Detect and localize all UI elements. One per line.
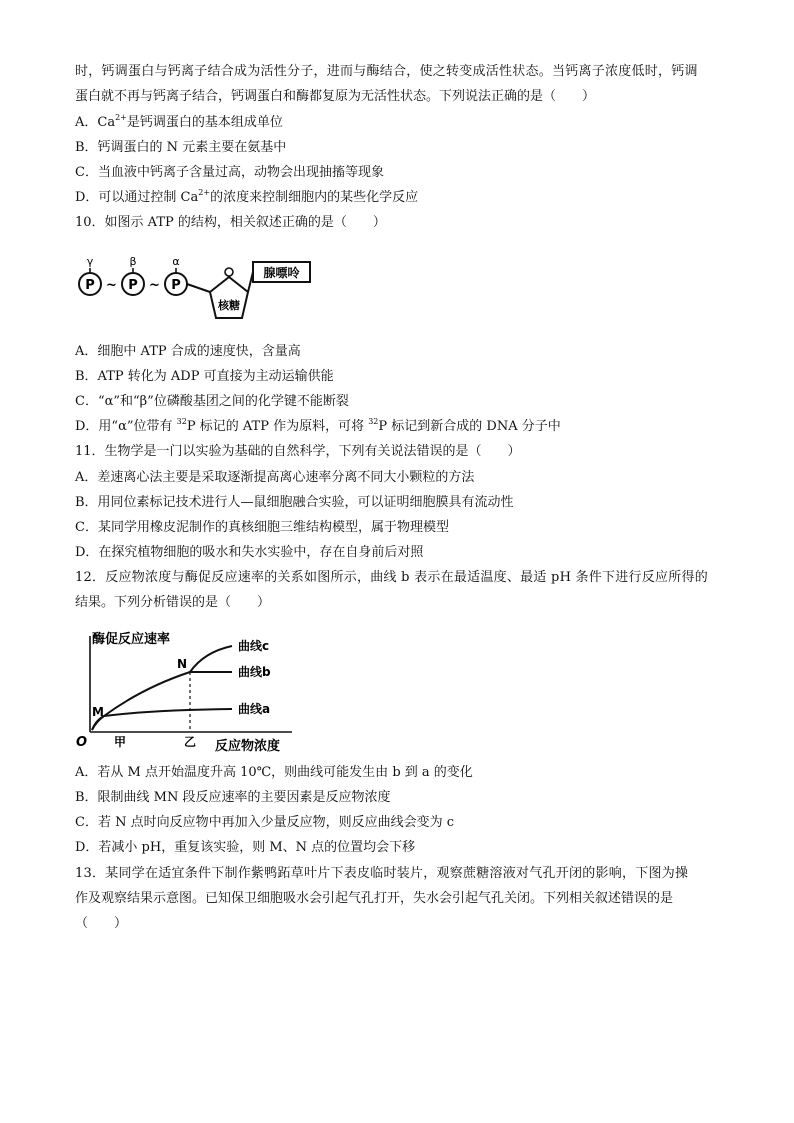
- q11-option-d: D．在探究植物细胞的吸水和失水实验中，存在自身前后对照: [75, 545, 424, 560]
- curve-c-label: 曲线c: [238, 639, 270, 653]
- q9-option-d-post: 的浓度来控制细胞内的某些化学反应: [210, 190, 419, 205]
- q12-option-c: C．若 N 点时向反应物中再加入少量反应物，则反应曲线会变为 c: [75, 815, 454, 830]
- q9-option-a: [75, 114, 283, 132]
- q9-option-a-sup: 2+: [115, 112, 127, 122]
- curve-b: [92, 672, 232, 730]
- point-n-label: N: [177, 657, 188, 671]
- q9-option-a-pre: A．Ca: [75, 115, 116, 130]
- q9-option-d-sup: 2+: [198, 187, 211, 197]
- q9-option-a-post: 是钙调蛋白的基本组成单位: [126, 115, 283, 130]
- q10-option-d-sup-2: 32: [368, 416, 379, 426]
- alpha-label: α: [172, 255, 180, 268]
- phosphate-gamma-label: P: [85, 278, 95, 293]
- point-m-label: M: [92, 705, 104, 719]
- origin-label: O: [76, 735, 88, 750]
- q11-stem: 11．生物学是一门以实验为基础的自然科学，下列有关说法错误的是（ ）: [75, 444, 521, 459]
- q13-stem-line-2: 作及观察结果示意图。已知保卫细胞吸水会引起气孔打开，失水会引起气孔关闭。下列相关叙述错误的是: [75, 891, 674, 906]
- curve-a-label: 曲线a: [238, 702, 271, 716]
- q11-option-a: A．差速离心法主要是采取逐渐提高离心速率分离不同大小颗粒的方法: [75, 470, 475, 485]
- q12-option-b: B．限制曲线 MN 段反应速率的主要因素是反应物浓度: [75, 790, 391, 805]
- phosphate-alpha-label: P: [171, 278, 181, 293]
- q10-option-c: C．“α”和“β”位磷酸基团之间的化学键不能断裂: [75, 394, 349, 409]
- enzyme-rate-chart: [72, 626, 312, 758]
- x-tick-yi: 乙: [184, 735, 197, 749]
- q9-option-d-pre: D．可以通过控制 Ca: [75, 190, 199, 205]
- q10-option-d-mid: P 标记的 ATP 作为原料，可将: [186, 419, 369, 434]
- ester-bond-line: [187, 284, 210, 292]
- curve-b-label: 曲线b: [238, 665, 271, 679]
- phosphate-beta-label: P: [128, 278, 138, 293]
- adenine-label: 腺嘌呤: [263, 266, 300, 280]
- high-energy-bond-1: ~: [106, 278, 117, 293]
- q9-option-d: [75, 189, 418, 207]
- q10-option-d: [75, 418, 561, 436]
- gamma-label: γ: [86, 255, 94, 268]
- chart-y-label: 酶促反应速率: [92, 632, 171, 647]
- chart-x-label: 反应物浓度: [215, 739, 281, 754]
- beta-label: β: [129, 255, 137, 268]
- q10-option-d-sup-1: 32: [176, 416, 187, 426]
- q10-stem: 10．如图示 ATP 的结构，相关叙述正确的是（ ）: [75, 215, 386, 230]
- q10-option-d-post: P 标记到新合成的 DNA 分子中: [378, 419, 561, 434]
- q13-stem-line-1: 13．某同学在适宜条件下制作紫鸭跖草叶片下表皮临时装片，观察蔗糖溶液对气孔开闭的影响，下图为操: [75, 866, 689, 881]
- q12-stem-line-2: 结果。下列分析错误的是（ ）: [75, 595, 271, 610]
- q12-stem-line-1: 12．反应物浓度与酶促反应速率的关系如图所示，曲线 b 表示在最适温度、最适 pH 条件下进行反应所得的: [75, 570, 709, 585]
- q9-option-c: C．当血液中钙离子含量过高，动物会出现抽搐等现象: [75, 165, 384, 180]
- q9-stem-line-1: 时，钙调蛋白与钙离子结合成为活性分子，进而与酶结合，使之转变成活性状态。当钙离子浓度低时，钙调: [75, 64, 698, 79]
- q9-stem-line-2: 蛋白就不再与钙离子结合，钙调蛋白和酶都复原为无活性状态。下列说法正确的是（ ）: [75, 89, 596, 104]
- q10-option-b: B．ATP 转化为 ADP 可直接为主动运输供能: [75, 369, 334, 384]
- x-tick-jia: 甲: [114, 735, 127, 749]
- q9-option-b: B．钙调蛋白的 N 元素主要在氨基中: [75, 140, 287, 155]
- q13-stem-line-3: （ ）: [75, 916, 128, 931]
- q10-option-a: A．细胞中 ATP 合成的速度快，含量高: [75, 344, 301, 359]
- q10-option-d-pre: D．用“α”位带有: [75, 419, 177, 434]
- curve-c: [190, 646, 232, 672]
- ring-oxygen: [225, 268, 233, 276]
- curve-a: [92, 709, 232, 730]
- q12-option-a: A．若从 M 点开始温度升高 10℃，则曲线可能发生由 b 到 a 的变化: [75, 765, 473, 780]
- q11-option-c: C．某同学用橡皮泥制作的真核细胞三维结构模型，属于物理模型: [75, 520, 449, 535]
- high-energy-bond-2: ~: [149, 278, 160, 293]
- q11-option-b: B．用同位素标记技术进行人—鼠细胞融合实验，可以证明细胞膜具有流动性: [75, 495, 514, 510]
- atp-structure-diagram: [70, 252, 350, 324]
- q12-option-d: D．若减小 pH，重复该实验，则 M、N 点的位置均会下移: [75, 840, 416, 855]
- ribose-label: 核糖: [218, 299, 240, 312]
